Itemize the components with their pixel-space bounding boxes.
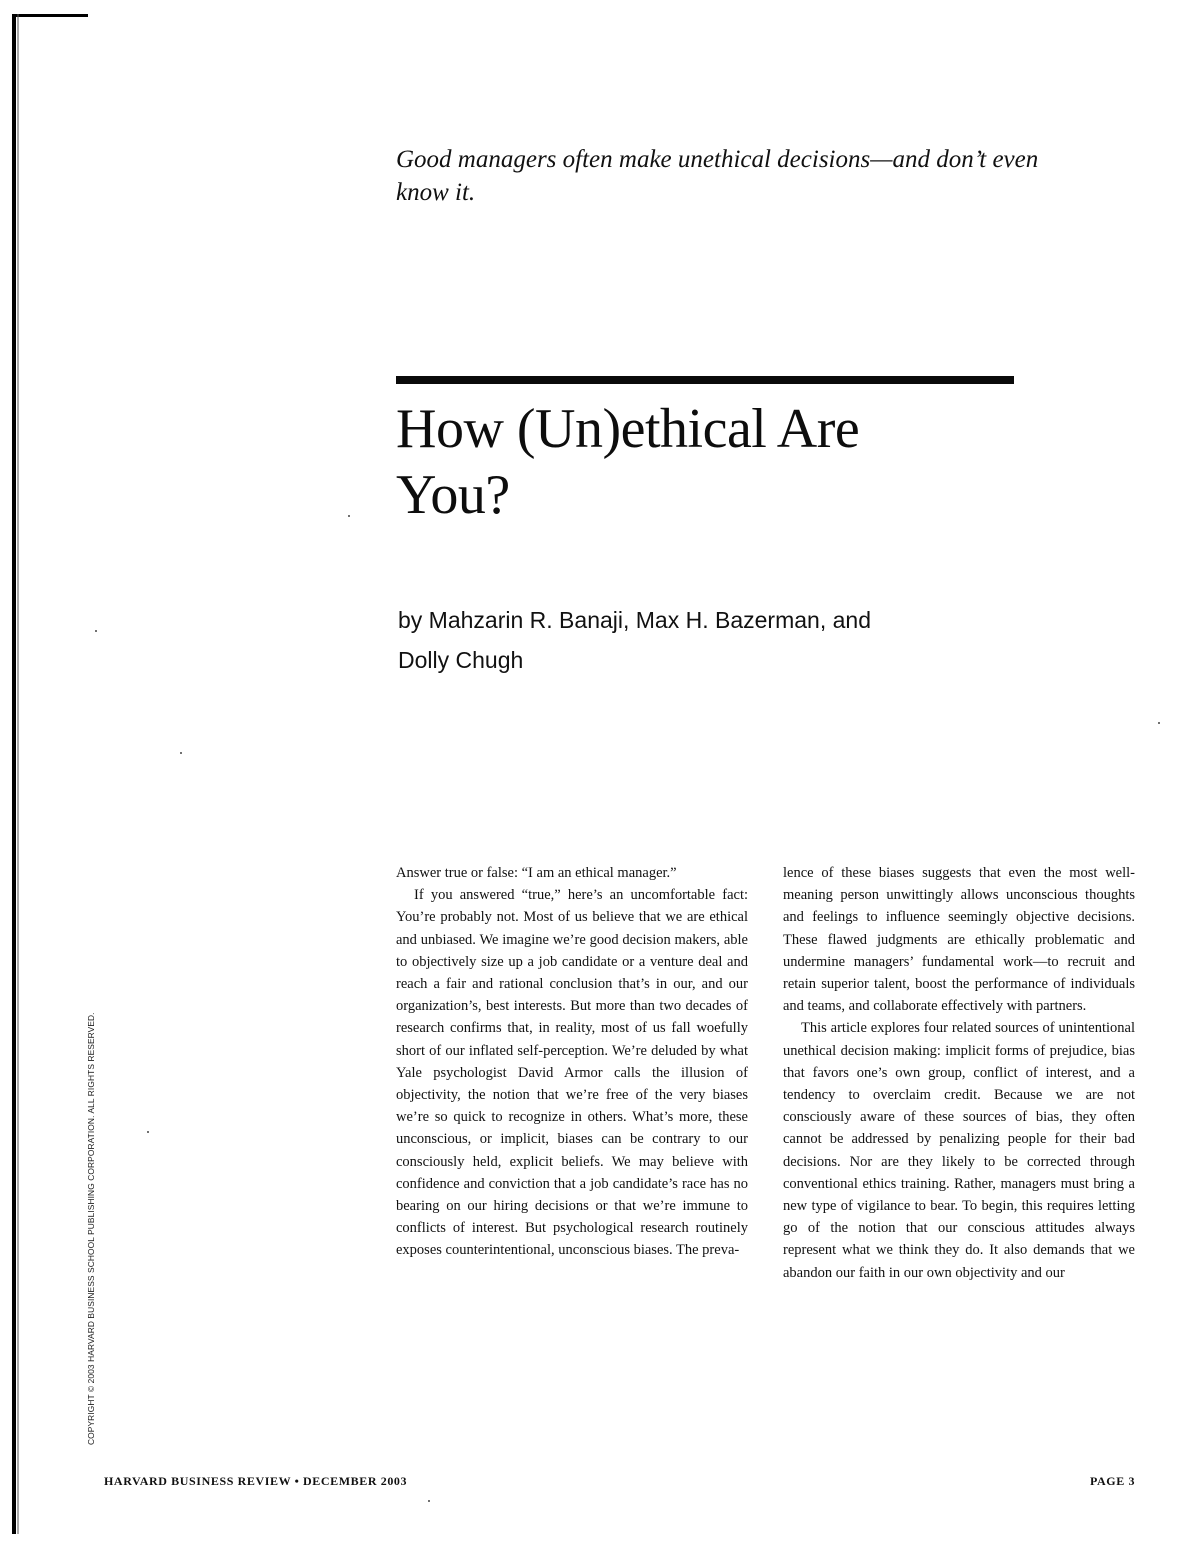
body-paragraph: Answer true or false: “I am an ethical manager.” [396, 865, 677, 881]
body-column-right [783, 862, 1135, 1284]
scan-speck [1158, 722, 1160, 724]
scan-edge-shadow [17, 14, 19, 1534]
scan-speck [348, 515, 350, 517]
title-line-2: You? [396, 464, 510, 526]
byline-line-2: Dolly Chugh [398, 647, 524, 673]
scan-speck [95, 630, 97, 632]
byline-line-1: by Mahzarin R. Banaji, Max H. Bazerman, and [398, 607, 871, 633]
article-tagline: Good managers often make unethical decisions—and don’t even know it. [396, 146, 1039, 206]
scan-edge-left [12, 14, 16, 1534]
body-paragraph: If you answered “true,” here’s an uncomfortable fact: You’re probably not. Most of us believe that we are ethical and unbiased. We imagine we’re good decision makers, able to objectively size up a job candidate or a venture deal and reach a fair and rational conclusion that’s in our, and our organization’s, best interests. But more than two decades of research confirms that, in reality, most of us fall woefully short of our inflated self-perception. We’re deluded by what Yale psychologist David Armor calls the illusion of objectivity, the notion that we’re free of the very biases we’re so quick to recognize in others. What’s more, these unconscious, or implicit, biases can be contrary to our consciously held, explicit beliefs. We may believe with confidence and conviction that a job candidate’s race has no bearing on our hiring decisions or that we’re immune to conflicts of interest. But psychological research routinely exposes counterintentional, unconscious biases. The preva- [396, 887, 748, 1259]
scan-speck [428, 1500, 430, 1502]
body-paragraph: lence of these biases suggests that even the most well-meaning person unwittingly allows unconscious thoughts and feelings to influence seemingly objective decisions. These flawed judgments are ethically problematic and undermine managers’ fundamental work—to recruit and retain superior talent, boost the performance of individuals and teams, and collaborate effectively with partners. [783, 865, 1135, 1015]
footer-publication: HARVARD BUSINESS REVIEW • DECEMBER 2003 [104, 1474, 408, 1488]
article-title [396, 396, 1036, 528]
scan-speck [147, 1131, 149, 1133]
title-rule [396, 376, 1014, 384]
title-line-1: How (Un)ethical Are [396, 398, 860, 460]
body-paragraph: This article explores four related sources of unintentional unethical decision making: implicit forms of prejudice, bias that favors one’s own group, conflict of interest, and a tendency to overclaim credit. Because we are not consciously aware of these sources of bias, they often cannot be addressed by penalizing people for their bad decisions. Nor are they likely to be corrected through conventional ethics training. Rather, managers must bring a new type of vigilance to bear. To begin, this requires letting go of the notion that our conscious attitudes always represent what we think they do. It also demands that we abandon our faith in our own objectivity and our [783, 1020, 1135, 1281]
copyright-notice: COPYRIGHT © 2003 HARVARD BUSINESS SCHOOL PUBLISHING CORPORATION. ALL RIGHTS RESERVED. [86, 1012, 96, 1445]
scan-speck [180, 752, 182, 754]
footer-page-number: PAGE 3 [1090, 1474, 1136, 1488]
article-byline [398, 600, 998, 680]
body-column-left [396, 862, 748, 1262]
scan-edge-top [12, 14, 88, 17]
